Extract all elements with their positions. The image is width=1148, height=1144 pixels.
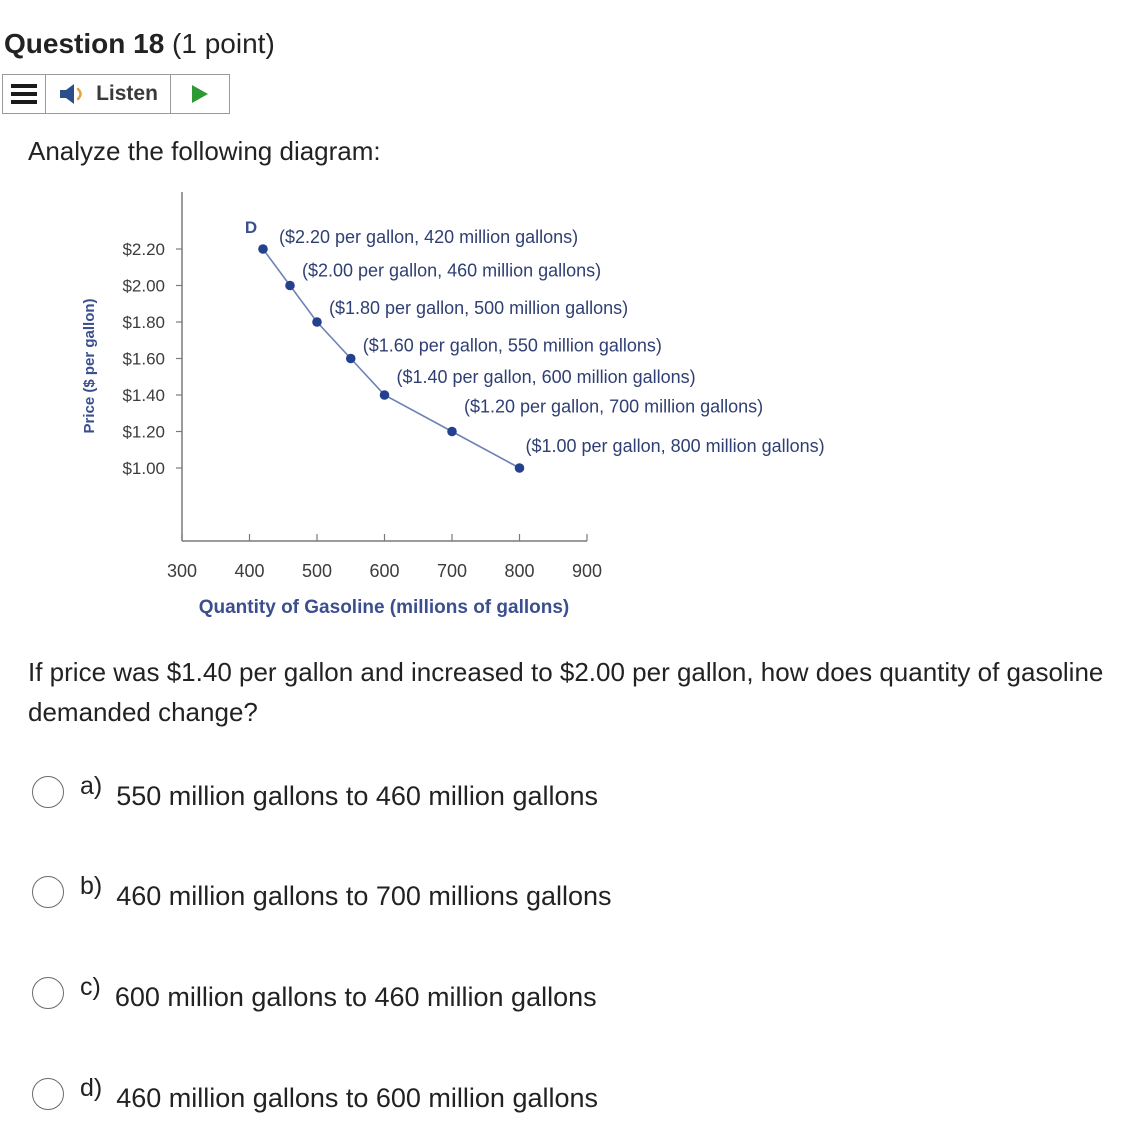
demand-curve <box>263 249 520 468</box>
data-point-label: ($2.00 per gallon, 460 million gallons) <box>302 260 602 281</box>
x-axis-label: Quantity of Gasoline (millions of gallons) <box>198 597 570 618</box>
data-point <box>346 354 356 364</box>
data-point-label: ($1.20 per gallon, 700 million gallons) <box>464 396 764 417</box>
choice-c-letter: c) <box>80 972 101 1001</box>
choice-a-radio[interactable] <box>32 776 64 808</box>
data-point <box>285 281 295 291</box>
data-point <box>447 427 457 437</box>
y-tick-label: $1.60 <box>122 349 165 369</box>
point-labels <box>279 227 825 456</box>
data-point-label: ($2.20 per gallon, 420 million gallons) <box>279 227 579 247</box>
data-point-label: ($1.00 per gallon, 800 million gallons) <box>525 436 825 456</box>
question-prompt: If price was $1.40 per gallon and increased to $2.00 per gallon, how does quantity of gasoline demanded change? <box>28 657 1104 727</box>
data-point <box>258 244 268 254</box>
choice-a-letter: a) <box>80 771 103 800</box>
y-ticks <box>122 240 182 478</box>
demand-curve-label: D <box>244 218 258 237</box>
question-title: Question 18 <box>4 28 165 59</box>
choice-d-text: 460 million gallons to 600 million gallons <box>116 1082 599 1113</box>
choice-d-letter: d) <box>80 1073 103 1102</box>
choice-b[interactable] <box>32 868 612 916</box>
data-point <box>380 390 390 400</box>
y-tick-label: $1.40 <box>122 386 165 405</box>
x-tick-label: 300 <box>166 561 198 581</box>
choice-a[interactable] <box>32 768 598 816</box>
choice-b-radio[interactable] <box>32 876 64 908</box>
choice-c-text: 600 million gallons to 460 million gallons <box>114 981 597 1012</box>
x-tick-label: 900 <box>571 561 603 581</box>
listen-label: Listen <box>96 82 158 105</box>
data-point-label: ($1.40 per gallon, 600 million gallons) <box>396 367 696 387</box>
data-point-label: ($1.80 per gallon, 500 million gallons) <box>329 298 629 318</box>
choice-b-letter: b) <box>80 871 103 900</box>
x-tick-label: 400 <box>234 561 265 581</box>
y-tick-label: $1.00 <box>122 459 165 478</box>
y-axis-label: Price ($ per gallon) <box>81 298 98 434</box>
choice-c[interactable] <box>32 969 597 1017</box>
choice-a-text: 550 million gallons to 460 million gallons <box>116 780 599 811</box>
x-tick-label: 600 <box>369 561 400 581</box>
y-tick-label: $2.20 <box>122 240 165 259</box>
x-tick-label: 500 <box>301 561 333 581</box>
choice-d[interactable] <box>32 1070 598 1118</box>
y-tick-label: $1.20 <box>122 422 165 442</box>
question-points: (1 point) <box>172 28 275 59</box>
data-point <box>515 463 525 473</box>
choice-d-radio[interactable] <box>32 1078 64 1110</box>
choice-b-text: 460 million gallons to 700 millions gallons <box>116 880 612 911</box>
choice-c-radio[interactable] <box>32 977 64 1009</box>
x-tick-label: 700 <box>436 561 468 581</box>
data-point <box>312 317 322 327</box>
y-tick-label: $2.00 <box>122 276 165 296</box>
data-point-label: ($1.60 per gallon, 550 million gallons) <box>362 335 662 356</box>
x-tick-label: 800 <box>504 561 535 581</box>
y-tick-label: $1.80 <box>122 313 165 332</box>
intro-text: Analyze the following diagram: <box>28 136 381 166</box>
